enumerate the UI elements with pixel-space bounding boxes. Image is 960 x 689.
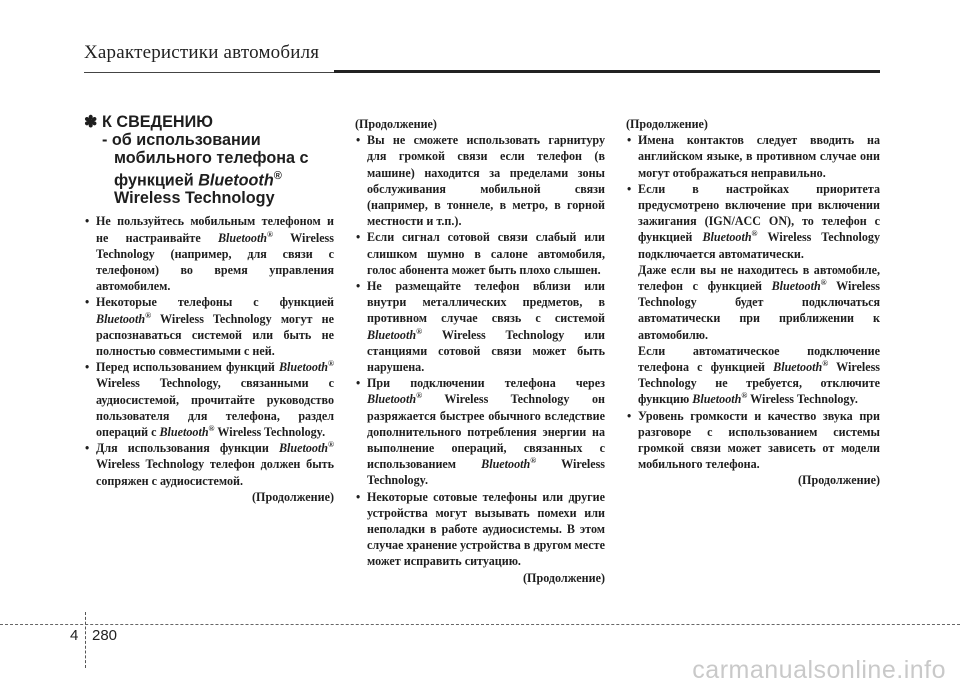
list-item: • Если в настройках приоритета предусмотрено включение при включении зажигания (IGN/ACC ON), то телефон с функцией Bluetooth® Wireless Technology подключается автоматически. Даже если вы не находитесь в автомобиле, телефон с функцией Bluetooth® Wireless Technology будет подключаться автоматически при приближении к автомобилю. Если автоматическое подключение телефона с функцией Bluetooth® Wireless Technology не требуется, отключите функцию Bluetooth® Wireless Technology.	[626, 181, 880, 408]
column-2	[355, 116, 605, 586]
page-header-title: Характеристики автомобиля	[84, 42, 320, 63]
list-item: • Для использования функции Bluetooth® Wireless Technology телефон должен быть сопряжен с аудиосистемой.	[84, 440, 334, 489]
list-item: • Имена контактов следует вводить на английском языке, в противном случае они могут отображаться неправильно.	[626, 132, 880, 181]
column-1	[84, 113, 334, 505]
page-number: 280	[92, 627, 118, 644]
bullet-list	[626, 132, 880, 472]
bullet-list	[355, 132, 605, 569]
list-item: • Не размещайте телефон вблизи или внутри металлических предметов, в противном случае связь с системой Bluetooth® Wireless Technology или станциями сотовой связи может быть нарушена.	[355, 278, 605, 375]
bullet-list	[84, 213, 334, 488]
footer-dashed-rule	[0, 624, 960, 625]
continued-label: (Продолжение)	[523, 570, 605, 585]
list-item: • Не пользуйтесь мобильным телефоном и не настраивайте Bluetooth® Wireless Technology (например, для связи с телефоном) во время управления автомобилем.	[84, 213, 334, 294]
heading-line-3: мобильного телефона с	[114, 149, 309, 167]
heading-line-2: - об использовании	[102, 131, 261, 149]
continued-top-label: (Продолжение)	[355, 117, 437, 131]
list-item: • Перед использованием функций Bluetooth® Wireless Technology, связанными с аудиосистемой, прочитайте руководство пользователя для телефона, раздел операций с Bluetooth® Wireless Technology.	[84, 359, 334, 440]
site-watermark: carmanualsonline.info	[692, 656, 946, 684]
paragraph: Если автоматическое подключение телефона с функцией Bluetooth® Wireless Technology не требуется, отключите функцию Bluetooth® Wireless Technology.	[638, 343, 881, 407]
continued-top-label: (Продолжение)	[626, 117, 708, 131]
brand-bluetooth: Bluetooth	[198, 171, 274, 190]
list-item: • Некоторые телефоны с функцией Bluetooth® Wireless Technology могут не распознаваться системой или быть не полностью совместимыми с ней.	[84, 294, 334, 359]
list-item: • Если сигнал сотовой связи слабый или слишком шумно в салоне автомобиля, голос абонента может быть плохо слышен.	[355, 229, 605, 278]
header-divider-thick	[334, 70, 880, 73]
footer-dashed-divider	[85, 612, 86, 668]
list-item: • Некоторые сотовые телефоны или другие устройства могут вызывать помехи или неполадки в работе аудиосистемы. В этом случае хранение устройства в другом месте может исправить ситуацию.	[355, 489, 605, 570]
registered-mark: ®	[273, 170, 282, 182]
heading-line-4: функцией Bluetooth®	[114, 170, 282, 190]
column-3	[626, 116, 880, 489]
list-item: • Вы не сможете использовать гарнитуру для громкой связи если телефон (в машине) находится за пределами зоны обслуживания мобильной связи (например, в тоннеле, в метро, в горной местности и т.п.).	[355, 132, 605, 229]
list-item: • Уровень громкости и качество звука при разговоре с использованием системы громкой связи может зависеть от модели мобильного телефона.	[626, 408, 880, 473]
continued-label: (Продолжение)	[252, 489, 334, 504]
list-item: • При подключении телефона через Bluetooth® Wireless Technology он разряжается быстрее обычного вследствие дополнительного потребления энергии на выполнение операций, связанных с использованием Bluetooth® Wireless Technology.	[355, 375, 605, 488]
chapter-number: 4	[70, 627, 79, 644]
paragraph: Даже если вы не находитесь в автомобиле, телефон с функцией Bluetooth® Wireless Technology будет подключаться автоматически при приближении к автомобилю.	[638, 262, 880, 342]
section-heading	[84, 113, 334, 207]
heading-line-5: Wireless Technology	[114, 189, 275, 208]
continued-label: (Продолжение)	[798, 473, 880, 488]
heading-line-1: К СВЕДЕНИЮ	[102, 113, 213, 131]
asterisk-star-icon: ✽	[84, 113, 98, 131]
